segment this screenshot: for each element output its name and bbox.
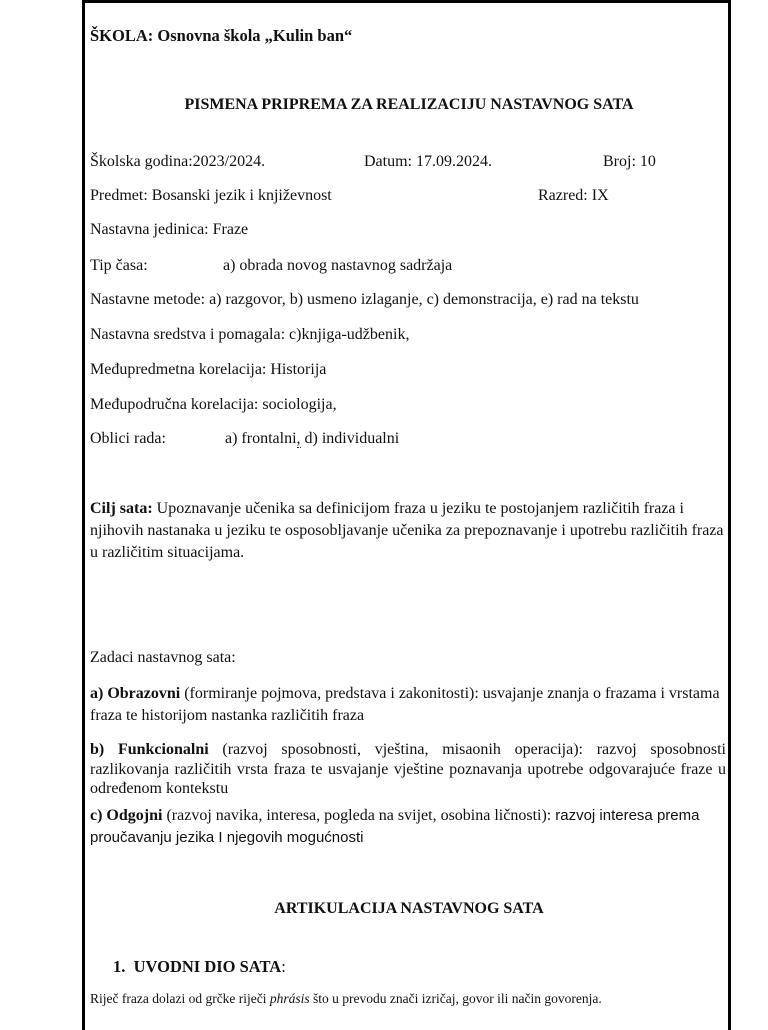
- work-form-d: d) individualni: [300, 430, 400, 447]
- goal-label: Cilj sata:: [90, 500, 153, 517]
- intro-after: što u prevodu znači izričaj, govor ili način govorenja.: [309, 991, 602, 1006]
- subject-correlation: Međupredmetna korelacija: Historija: [90, 361, 327, 378]
- section-number: 1.: [113, 957, 126, 976]
- tasks-heading: Zadaci nastavnog sata:: [90, 649, 236, 666]
- lesson-type-value: a) obrada novog nastavnog sadržaja: [223, 257, 453, 274]
- task-functional: [90, 740, 726, 799]
- task-educational: [90, 683, 726, 727]
- work-form-comma: ,: [296, 430, 301, 447]
- section-title: UVODNI DIO SATA: [133, 957, 282, 976]
- subject: Predmet: Bosanski jezik i književnost: [90, 187, 332, 204]
- goal-text: Upoznavanje učenika sa definicijom fraza u jeziku te postojanjem različitih fraza i njihovih nastanaka u jeziku te osposobljavanje učenika za prepoznavanje i upotrebu različitih fraza u različitim situacijama.: [90, 500, 724, 561]
- grade: Razred: IX: [538, 187, 609, 204]
- lesson-goal: [90, 498, 726, 564]
- teaching-unit: Nastavna jedinica: Fraze: [90, 221, 249, 238]
- task-c-label: c) Odgojni: [90, 807, 163, 824]
- task-b-label: b) Funkcionalni: [90, 741, 209, 758]
- school-label: ŠKOLA:: [90, 26, 154, 45]
- lesson-type-label: Tip časa:: [90, 257, 148, 274]
- task-c-text: (razvoj navika, interesa, pogleda na svijet, osobina ličnosti):: [162, 807, 556, 824]
- teaching-methods: Nastavne metode: a) razgovor, b) usmeno izlaganje, c) demonstracija, e) rad na tekstu: [90, 291, 639, 308]
- articulation-title: ARTIKULACIJA NASTAVNOG SATA: [274, 900, 544, 917]
- work-form-a: a) frontalni: [225, 430, 297, 447]
- lesson-number: Broj: 10: [603, 153, 656, 170]
- school-year: Školska godina:2023/2024.: [90, 153, 266, 170]
- section-colon: :: [281, 957, 286, 976]
- teaching-tools: Nastavna sredstva i pomagala: c)knjiga-udžbenik,: [90, 326, 410, 343]
- section-heading: [113, 957, 286, 977]
- date: Datum: 17.09.2024.: [364, 153, 492, 170]
- document-title: PISMENA PRIPREMA ZA REALIZACIJU NASTAVNOG SATA: [184, 96, 634, 113]
- task-upbringing: [90, 805, 726, 849]
- intro-before: Riječ fraza dolazi od grčke riječi: [90, 991, 270, 1006]
- intro-italic: phrásis: [269, 991, 310, 1006]
- task-a-label: a) Obrazovni: [90, 685, 181, 702]
- task-a-text: (formiranje pojmova, predstava i zakonitosti): usvajanje znanja o frazama i vrstama fraza te historijom nastanka različitih fraza: [90, 685, 720, 724]
- intro-paragraph: [90, 991, 602, 1007]
- work-forms-label: Oblici rada:: [90, 430, 166, 447]
- work-forms-value: [225, 430, 399, 448]
- task-c-text-sans: razvoj interesa prema proučavanju jezika I njegovih mogućnosti: [90, 807, 700, 846]
- task-b-text: (razvoj sposobnosti, vještina, misaonih operacija): razvoj sposobnosti razlikovanja različitih vrsta fraza te usvajanje vještine poznavanja upotrebe odgovarajuće fraze u određenom kontekstu: [90, 741, 726, 797]
- school-line: [90, 26, 352, 46]
- field-correlation: Međupodručna korelacija: sociologija,: [90, 396, 337, 413]
- school-name: Osnovna škola „Kulin ban“: [157, 26, 353, 45]
